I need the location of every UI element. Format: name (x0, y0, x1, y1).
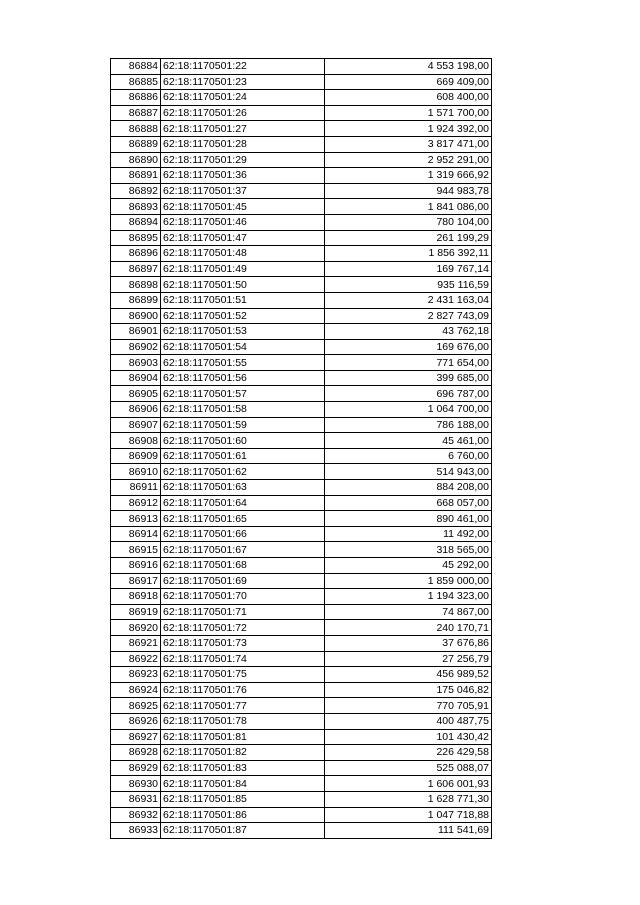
row-number-cell: 86923 (111, 667, 161, 683)
cadastral-number-cell: 62:18:1170501:56 (161, 370, 325, 386)
row-number-cell: 86885 (111, 74, 161, 90)
row-number-cell: 86932 (111, 807, 161, 823)
row-number-cell: 86933 (111, 823, 161, 839)
cadastral-number-cell: 62:18:1170501:45 (161, 199, 325, 215)
row-number-cell: 86894 (111, 214, 161, 230)
row-number-cell: 86909 (111, 448, 161, 464)
row-number-cell: 86886 (111, 90, 161, 106)
row-number-cell: 86921 (111, 635, 161, 651)
cadastral-value-cell: 2 431 163,04 (325, 292, 492, 308)
row-number-cell: 86908 (111, 433, 161, 449)
row-number-cell: 86931 (111, 791, 161, 807)
cadastral-value-cell: 399 685,00 (325, 370, 492, 386)
table-row (111, 292, 492, 308)
cadastral-number-cell: 62:18:1170501:86 (161, 807, 325, 823)
row-number-cell: 86907 (111, 417, 161, 433)
row-number-cell: 86888 (111, 121, 161, 137)
table-row (111, 651, 492, 667)
row-number-cell: 86922 (111, 651, 161, 667)
table-row (111, 402, 492, 418)
cadastral-number-cell: 62:18:1170501:22 (161, 59, 325, 75)
table-row (111, 246, 492, 262)
table-row (111, 589, 492, 605)
row-number-cell: 86884 (111, 59, 161, 75)
table-row (111, 386, 492, 402)
cadastral-number-cell: 62:18:1170501:26 (161, 105, 325, 121)
cadastral-number-cell: 62:18:1170501:72 (161, 620, 325, 636)
row-number-cell: 86915 (111, 542, 161, 558)
table-row (111, 448, 492, 464)
row-number-cell: 86899 (111, 292, 161, 308)
cadastral-value-cell: 696 787,00 (325, 386, 492, 402)
row-number-cell: 86913 (111, 511, 161, 527)
table-row (111, 573, 492, 589)
cadastral-value-cell: 1 571 700,00 (325, 105, 492, 121)
cadastral-value-cell: 1 859 000,00 (325, 573, 492, 589)
cadastral-number-cell: 62:18:1170501:68 (161, 558, 325, 574)
table-row (111, 261, 492, 277)
cadastral-value-cell: 27 256,79 (325, 651, 492, 667)
cadastral-value-cell: 1 628 771,30 (325, 791, 492, 807)
cadastral-value-cell: 6 760,00 (325, 448, 492, 464)
row-number-cell: 86917 (111, 573, 161, 589)
cadastral-value-cell: 1 047 718,88 (325, 807, 492, 823)
cadastral-number-cell: 62:18:1170501:83 (161, 760, 325, 776)
row-number-cell: 86890 (111, 152, 161, 168)
table-row (111, 495, 492, 511)
table-row (111, 433, 492, 449)
table-row (111, 152, 492, 168)
table-row (111, 667, 492, 683)
cadastral-value-cell: 101 430,42 (325, 729, 492, 745)
cadastral-value-cell: 786 188,00 (325, 417, 492, 433)
cadastral-number-cell: 62:18:1170501:46 (161, 214, 325, 230)
table-row (111, 542, 492, 558)
cadastral-value-cell: 1 924 392,00 (325, 121, 492, 137)
table-row (111, 760, 492, 776)
cadastral-value-cell: 668 057,00 (325, 495, 492, 511)
cadastral-value-cell: 111 541,69 (325, 823, 492, 839)
cadastral-number-cell: 62:18:1170501:78 (161, 713, 325, 729)
cadastral-number-cell: 62:18:1170501:66 (161, 526, 325, 542)
table-row (111, 604, 492, 620)
row-number-cell: 86895 (111, 230, 161, 246)
cadastral-number-cell: 62:18:1170501:60 (161, 433, 325, 449)
table-row (111, 324, 492, 340)
table-row (111, 526, 492, 542)
row-number-cell: 86924 (111, 682, 161, 698)
cadastral-number-cell: 62:18:1170501:71 (161, 604, 325, 620)
cadastral-number-cell: 62:18:1170501:62 (161, 464, 325, 480)
cadastral-number-cell: 62:18:1170501:59 (161, 417, 325, 433)
cadastral-value-cell: 2 952 291,00 (325, 152, 492, 168)
cadastral-value-cell: 1 841 086,00 (325, 199, 492, 215)
table-row (111, 121, 492, 137)
cadastral-number-cell: 62:18:1170501:47 (161, 230, 325, 246)
cadastral-number-cell: 62:18:1170501:28 (161, 136, 325, 152)
table-row (111, 183, 492, 199)
cadastral-value-cell: 169 676,00 (325, 339, 492, 355)
cadastral-number-cell: 62:18:1170501:24 (161, 90, 325, 106)
cadastral-value-cell: 884 208,00 (325, 480, 492, 496)
row-number-cell: 86930 (111, 776, 161, 792)
row-number-cell: 86887 (111, 105, 161, 121)
row-number-cell: 86929 (111, 760, 161, 776)
cadastral-value-table (110, 58, 492, 839)
cadastral-value-cell: 45 461,00 (325, 433, 492, 449)
table-row (111, 480, 492, 496)
row-number-cell: 86893 (111, 199, 161, 215)
row-number-cell: 86891 (111, 168, 161, 184)
table-row (111, 745, 492, 761)
cadastral-number-cell: 62:18:1170501:50 (161, 277, 325, 293)
cadastral-value-cell: 456 989,52 (325, 667, 492, 683)
cadastral-number-cell: 62:18:1170501:49 (161, 261, 325, 277)
cadastral-number-cell: 62:18:1170501:76 (161, 682, 325, 698)
cadastral-number-cell: 62:18:1170501:27 (161, 121, 325, 137)
cadastral-number-cell: 62:18:1170501:55 (161, 355, 325, 371)
cadastral-number-cell: 62:18:1170501:75 (161, 667, 325, 683)
row-number-cell: 86918 (111, 589, 161, 605)
table-row (111, 682, 492, 698)
cadastral-value-cell: 169 767,14 (325, 261, 492, 277)
cadastral-value-cell: 2 827 743,09 (325, 308, 492, 324)
cadastral-value-cell: 1 319 666,92 (325, 168, 492, 184)
cadastral-number-cell: 62:18:1170501:84 (161, 776, 325, 792)
cadastral-value-cell: 771 654,00 (325, 355, 492, 371)
cadastral-value-cell: 770 705,91 (325, 698, 492, 714)
cadastral-value-cell: 261 199,29 (325, 230, 492, 246)
cadastral-number-cell: 62:18:1170501:48 (161, 246, 325, 262)
table-row (111, 464, 492, 480)
cadastral-number-cell: 62:18:1170501:58 (161, 402, 325, 418)
cadastral-value-cell: 400 487,75 (325, 713, 492, 729)
cadastral-value-cell: 4 553 198,00 (325, 59, 492, 75)
cadastral-value-cell: 780 104,00 (325, 214, 492, 230)
cadastral-number-cell: 62:18:1170501:54 (161, 339, 325, 355)
cadastral-value-cell: 37 676,86 (325, 635, 492, 651)
table-body (111, 59, 492, 839)
cadastral-value-cell: 226 429,58 (325, 745, 492, 761)
cadastral-value-cell: 43 762,18 (325, 324, 492, 340)
table-row (111, 355, 492, 371)
cadastral-value-cell: 935 116,59 (325, 277, 492, 293)
cadastral-number-cell: 62:18:1170501:73 (161, 635, 325, 651)
cadastral-value-cell: 1 856 392,11 (325, 246, 492, 262)
table-row (111, 199, 492, 215)
table-row (111, 511, 492, 527)
cadastral-number-cell: 62:18:1170501:52 (161, 308, 325, 324)
cadastral-number-cell: 62:18:1170501:57 (161, 386, 325, 402)
row-number-cell: 86925 (111, 698, 161, 714)
table-row (111, 635, 492, 651)
row-number-cell: 86892 (111, 183, 161, 199)
cadastral-value-cell: 74 867,00 (325, 604, 492, 620)
cadastral-value-cell: 944 983,78 (325, 183, 492, 199)
row-number-cell: 86928 (111, 745, 161, 761)
row-number-cell: 86914 (111, 526, 161, 542)
row-number-cell: 86926 (111, 713, 161, 729)
cadastral-number-cell: 62:18:1170501:70 (161, 589, 325, 605)
cadastral-number-cell: 62:18:1170501:67 (161, 542, 325, 558)
cadastral-value-cell: 11 492,00 (325, 526, 492, 542)
cadastral-value-cell: 890 461,00 (325, 511, 492, 527)
table-row (111, 308, 492, 324)
cadastral-number-cell: 62:18:1170501:29 (161, 152, 325, 168)
table-row (111, 713, 492, 729)
row-number-cell: 86896 (111, 246, 161, 262)
row-number-cell: 86889 (111, 136, 161, 152)
table-row (111, 558, 492, 574)
table-row (111, 339, 492, 355)
row-number-cell: 86912 (111, 495, 161, 511)
cadastral-number-cell: 62:18:1170501:85 (161, 791, 325, 807)
cadastral-number-cell: 62:18:1170501:61 (161, 448, 325, 464)
table-row (111, 698, 492, 714)
row-number-cell: 86927 (111, 729, 161, 745)
table-row (111, 59, 492, 75)
table-row (111, 370, 492, 386)
row-number-cell: 86901 (111, 324, 161, 340)
cadastral-value-cell: 45 292,00 (325, 558, 492, 574)
cadastral-number-cell: 62:18:1170501:69 (161, 573, 325, 589)
table-row (111, 136, 492, 152)
table-row (111, 105, 492, 121)
table-row (111, 620, 492, 636)
table-row (111, 729, 492, 745)
row-number-cell: 86919 (111, 604, 161, 620)
cadastral-value-cell: 240 170,71 (325, 620, 492, 636)
cadastral-value-cell: 175 046,82 (325, 682, 492, 698)
row-number-cell: 86903 (111, 355, 161, 371)
table-row (111, 214, 492, 230)
table-row (111, 90, 492, 106)
table-row (111, 791, 492, 807)
cadastral-number-cell: 62:18:1170501:63 (161, 480, 325, 496)
cadastral-number-cell: 62:18:1170501:51 (161, 292, 325, 308)
table-row (111, 74, 492, 90)
cadastral-number-cell: 62:18:1170501:23 (161, 74, 325, 90)
cadastral-value-cell: 1 606 001,93 (325, 776, 492, 792)
cadastral-value-cell: 1 194 323,00 (325, 589, 492, 605)
row-number-cell: 86898 (111, 277, 161, 293)
row-number-cell: 86902 (111, 339, 161, 355)
row-number-cell: 86904 (111, 370, 161, 386)
row-number-cell: 86910 (111, 464, 161, 480)
cadastral-value-cell: 514 943,00 (325, 464, 492, 480)
cadastral-number-cell: 62:18:1170501:37 (161, 183, 325, 199)
cadastral-number-cell: 62:18:1170501:74 (161, 651, 325, 667)
table-row (111, 277, 492, 293)
cadastral-number-cell: 62:18:1170501:82 (161, 745, 325, 761)
cadastral-number-cell: 62:18:1170501:87 (161, 823, 325, 839)
row-number-cell: 86905 (111, 386, 161, 402)
table-row (111, 807, 492, 823)
row-number-cell: 86906 (111, 402, 161, 418)
row-number-cell: 86911 (111, 480, 161, 496)
cadastral-value-cell: 669 409,00 (325, 74, 492, 90)
table-row (111, 168, 492, 184)
cadastral-value-cell: 3 817 471,00 (325, 136, 492, 152)
row-number-cell: 86900 (111, 308, 161, 324)
table-row (111, 776, 492, 792)
cadastral-value-cell: 608 400,00 (325, 90, 492, 106)
cadastral-number-cell: 62:18:1170501:65 (161, 511, 325, 527)
cadastral-value-cell: 1 064 700,00 (325, 402, 492, 418)
table-row (111, 823, 492, 839)
cadastral-number-cell: 62:18:1170501:36 (161, 168, 325, 184)
table-row (111, 230, 492, 246)
cadastral-number-cell: 62:18:1170501:81 (161, 729, 325, 745)
cadastral-value-cell: 525 088,07 (325, 760, 492, 776)
table-row (111, 417, 492, 433)
row-number-cell: 86920 (111, 620, 161, 636)
cadastral-value-cell: 318 565,00 (325, 542, 492, 558)
cadastral-number-cell: 62:18:1170501:64 (161, 495, 325, 511)
cadastral-number-cell: 62:18:1170501:53 (161, 324, 325, 340)
row-number-cell: 86916 (111, 558, 161, 574)
row-number-cell: 86897 (111, 261, 161, 277)
cadastral-number-cell: 62:18:1170501:77 (161, 698, 325, 714)
